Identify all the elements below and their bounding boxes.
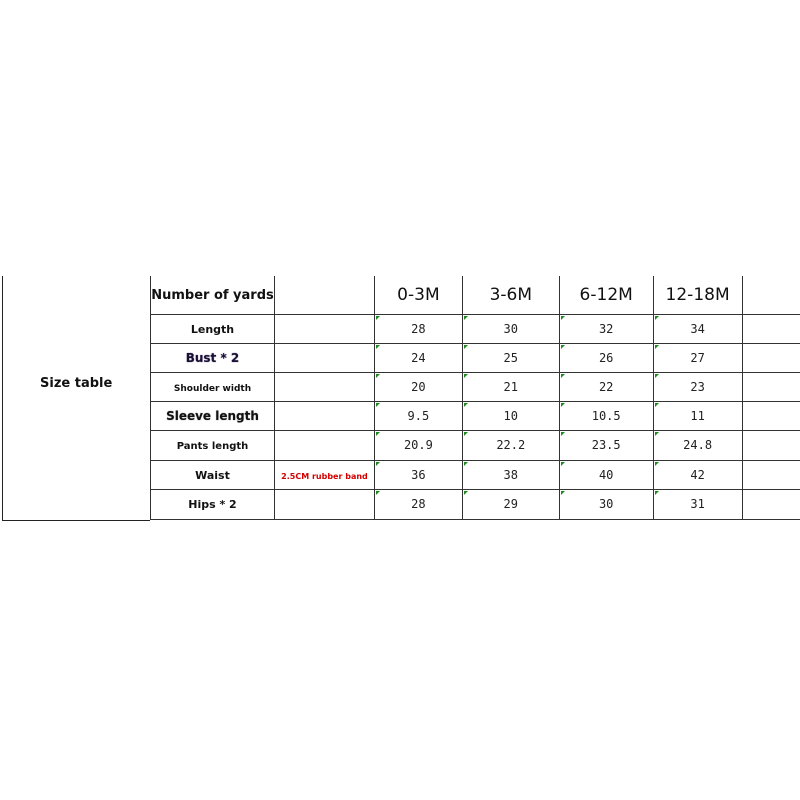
table-row [151, 489, 800, 519]
size-header: 6-12M [579, 284, 633, 305]
row-note-cell [274, 460, 374, 489]
table-row [151, 343, 800, 372]
size-table [150, 276, 800, 520]
row-value: 30 [598, 497, 614, 511]
row-value: 10.5 [591, 408, 621, 423]
row-value: 22 [598, 379, 614, 394]
row-label-cell [151, 372, 275, 401]
empty-cell [742, 430, 800, 460]
row-value: 30 [503, 321, 518, 336]
value-cell [462, 343, 559, 372]
value-cell [462, 460, 559, 489]
row-value: 24.8 [683, 438, 713, 452]
table-row [151, 430, 800, 460]
value-cell [462, 489, 559, 519]
value-cell [374, 489, 462, 519]
table-row [151, 460, 800, 489]
row-label-cell [151, 489, 275, 519]
value-cell [462, 314, 559, 343]
row-label: Shoulder width [173, 383, 252, 394]
row-note: 2.5CM rubber band [281, 471, 368, 481]
size-table-title: Size table [40, 376, 113, 391]
row-label: Hips * 2 [188, 498, 237, 511]
row-label: Sleeve length [166, 408, 259, 423]
value-cell [559, 372, 653, 401]
empty-cell [742, 489, 800, 519]
header-size-cell [653, 276, 742, 314]
row-note-cell [274, 401, 374, 430]
value-cell [653, 489, 742, 519]
row-note-cell [274, 314, 374, 343]
header-size-cell [559, 276, 653, 314]
row-value: 42 [690, 467, 705, 482]
value-cell [374, 343, 462, 372]
value-cell [559, 401, 653, 430]
row-value: 28 [411, 321, 426, 336]
value-cell [653, 460, 742, 489]
value-cell [653, 401, 742, 430]
header-size-cell [374, 276, 462, 314]
size-header: 3-6M [489, 284, 532, 305]
row-note-cell [274, 372, 374, 401]
table-header-row [151, 276, 800, 314]
row-label: Pants length [176, 441, 249, 452]
row-value: 23 [690, 379, 705, 394]
row-value: 22.2 [496, 438, 526, 452]
value-cell [559, 314, 653, 343]
value-cell [462, 372, 559, 401]
value-cell [653, 343, 742, 372]
value-cell [559, 460, 653, 489]
value-cell [374, 314, 462, 343]
row-label: Waist [195, 468, 230, 482]
row-label: Length [190, 322, 235, 336]
row-value: 34 [690, 321, 705, 336]
value-cell [374, 372, 462, 401]
size-table-frame [2, 276, 150, 521]
table-row [151, 372, 800, 401]
row-value: 38 [503, 467, 518, 482]
value-cell [653, 314, 742, 343]
row-value: 23.5 [591, 438, 621, 452]
row-value: 24 [411, 350, 426, 365]
value-cell [653, 430, 742, 460]
value-cell [559, 343, 653, 372]
empty-cell [742, 372, 800, 401]
size-header: 12-18M [665, 284, 730, 305]
row-label-cell [151, 314, 275, 343]
row-value: 25 [503, 350, 518, 365]
empty-cell [742, 460, 800, 489]
size-header: 0-3M [397, 284, 440, 305]
empty-cell [742, 314, 800, 343]
row-value: 26 [598, 350, 614, 365]
row-value: 10 [503, 408, 518, 423]
row-value: 40 [598, 467, 614, 482]
row-value: 21 [503, 379, 518, 394]
row-value: 29 [503, 497, 518, 511]
row-value: 31 [690, 497, 705, 511]
table-row [151, 314, 800, 343]
header-note-cell [274, 276, 374, 314]
value-cell [374, 401, 462, 430]
row-value: 28 [411, 497, 426, 511]
empty-cell [742, 276, 800, 314]
row-value: 36 [411, 467, 426, 482]
row-value: 27 [690, 350, 705, 365]
row-label-cell [151, 460, 275, 489]
row-value: 20 [411, 379, 426, 394]
value-cell [374, 460, 462, 489]
row-value: 32 [598, 321, 614, 336]
row-value: 20.9 [403, 438, 433, 452]
empty-cell [742, 401, 800, 430]
row-value: 11 [690, 408, 705, 423]
row-note-cell [274, 430, 374, 460]
value-cell [559, 489, 653, 519]
row-value: 9.5 [407, 408, 430, 423]
row-label-cell [151, 343, 275, 372]
row-note-cell [274, 343, 374, 372]
row-label: Bust * 2 [185, 350, 240, 365]
value-cell [374, 430, 462, 460]
header-size-cell [462, 276, 559, 314]
row-note-cell [274, 489, 374, 519]
header-label-cell [151, 276, 275, 314]
value-cell [462, 401, 559, 430]
table-row [151, 401, 800, 430]
value-cell [559, 430, 653, 460]
header-label: Number of yards [151, 287, 274, 303]
row-label-cell [151, 401, 275, 430]
value-cell [653, 372, 742, 401]
value-cell [462, 430, 559, 460]
row-label-cell [151, 430, 275, 460]
empty-cell [742, 343, 800, 372]
